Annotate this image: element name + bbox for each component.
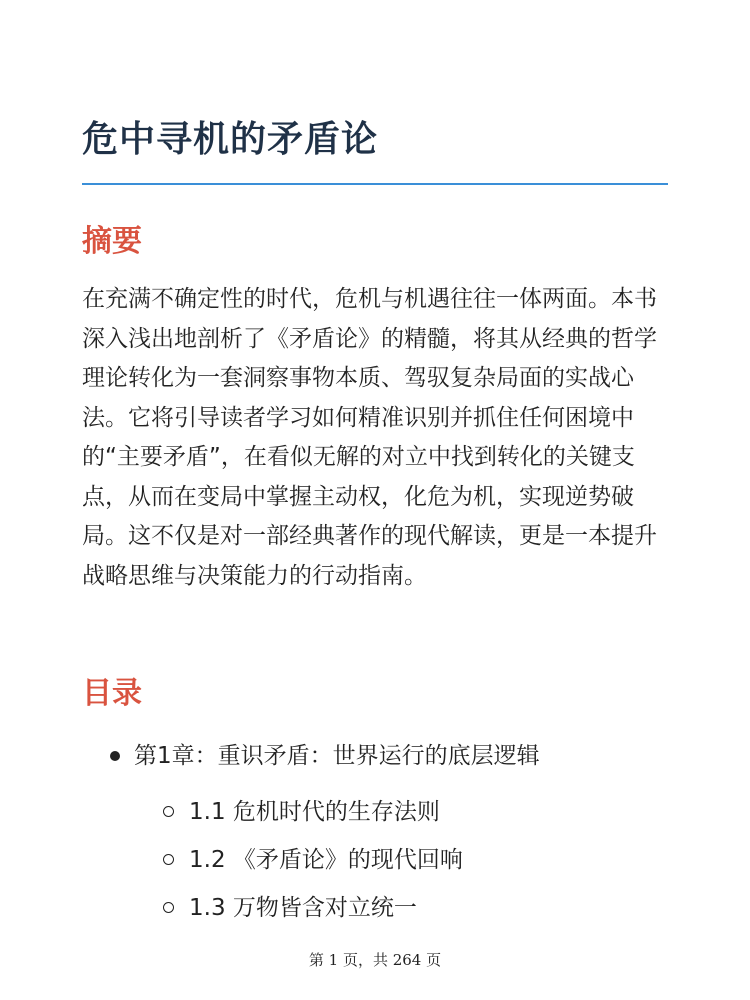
toc-section-1-2 xyxy=(82,840,672,880)
toc-list xyxy=(82,736,672,936)
toc-section-label: 1.3 万物皆含对立统一 xyxy=(189,895,417,921)
toc-heading: 目录 xyxy=(82,676,142,711)
toc-section-label: 1.2 《矛盾论》的现代回响 xyxy=(189,847,463,873)
toc-chapter-label: 第1章：重识矛盾：世界运行的底层逻辑 xyxy=(134,743,540,769)
toc-chapter-1-sections-wrapper xyxy=(82,792,672,928)
toc-sections xyxy=(82,792,672,928)
page-footer: 第 1 页，共 264 页 xyxy=(308,951,442,969)
bullet-disc-icon xyxy=(110,751,120,761)
bullet-circle-icon xyxy=(163,902,174,913)
bullet-circle-icon xyxy=(163,854,174,865)
abstract-paragraph: 在充满不确定性的时代，危机与机遇往往一体两面。本书深入浅出地剖析了《矛盾论》的精髓，将其从经典的哲学理论转化为一套洞察事物本质、驾驭复杂局面的实战心法。它将引导读者学习如何精准识别并抓住任何困境中的“主要矛盾”，在看似无解的对立中找到转化的关键支点，从而在变局中掌握主动权，化危为机，实现逆势破局。这不仅是对一部经典著作的现代解读，更是一本提升战略思维与决策能力的行动指南。 xyxy=(82,286,657,589)
abstract-heading: 摘要 xyxy=(82,224,142,259)
toc-chapter-1 xyxy=(82,736,672,776)
toc-section-label: 1.1 危机时代的生存法则 xyxy=(189,799,440,825)
title-divider xyxy=(82,183,668,185)
bullet-circle-icon xyxy=(163,806,174,817)
toc-section-1-3 xyxy=(82,888,672,928)
document-title: 危中寻机的矛盾论 xyxy=(82,119,379,160)
toc-section-1-1 xyxy=(82,792,672,832)
